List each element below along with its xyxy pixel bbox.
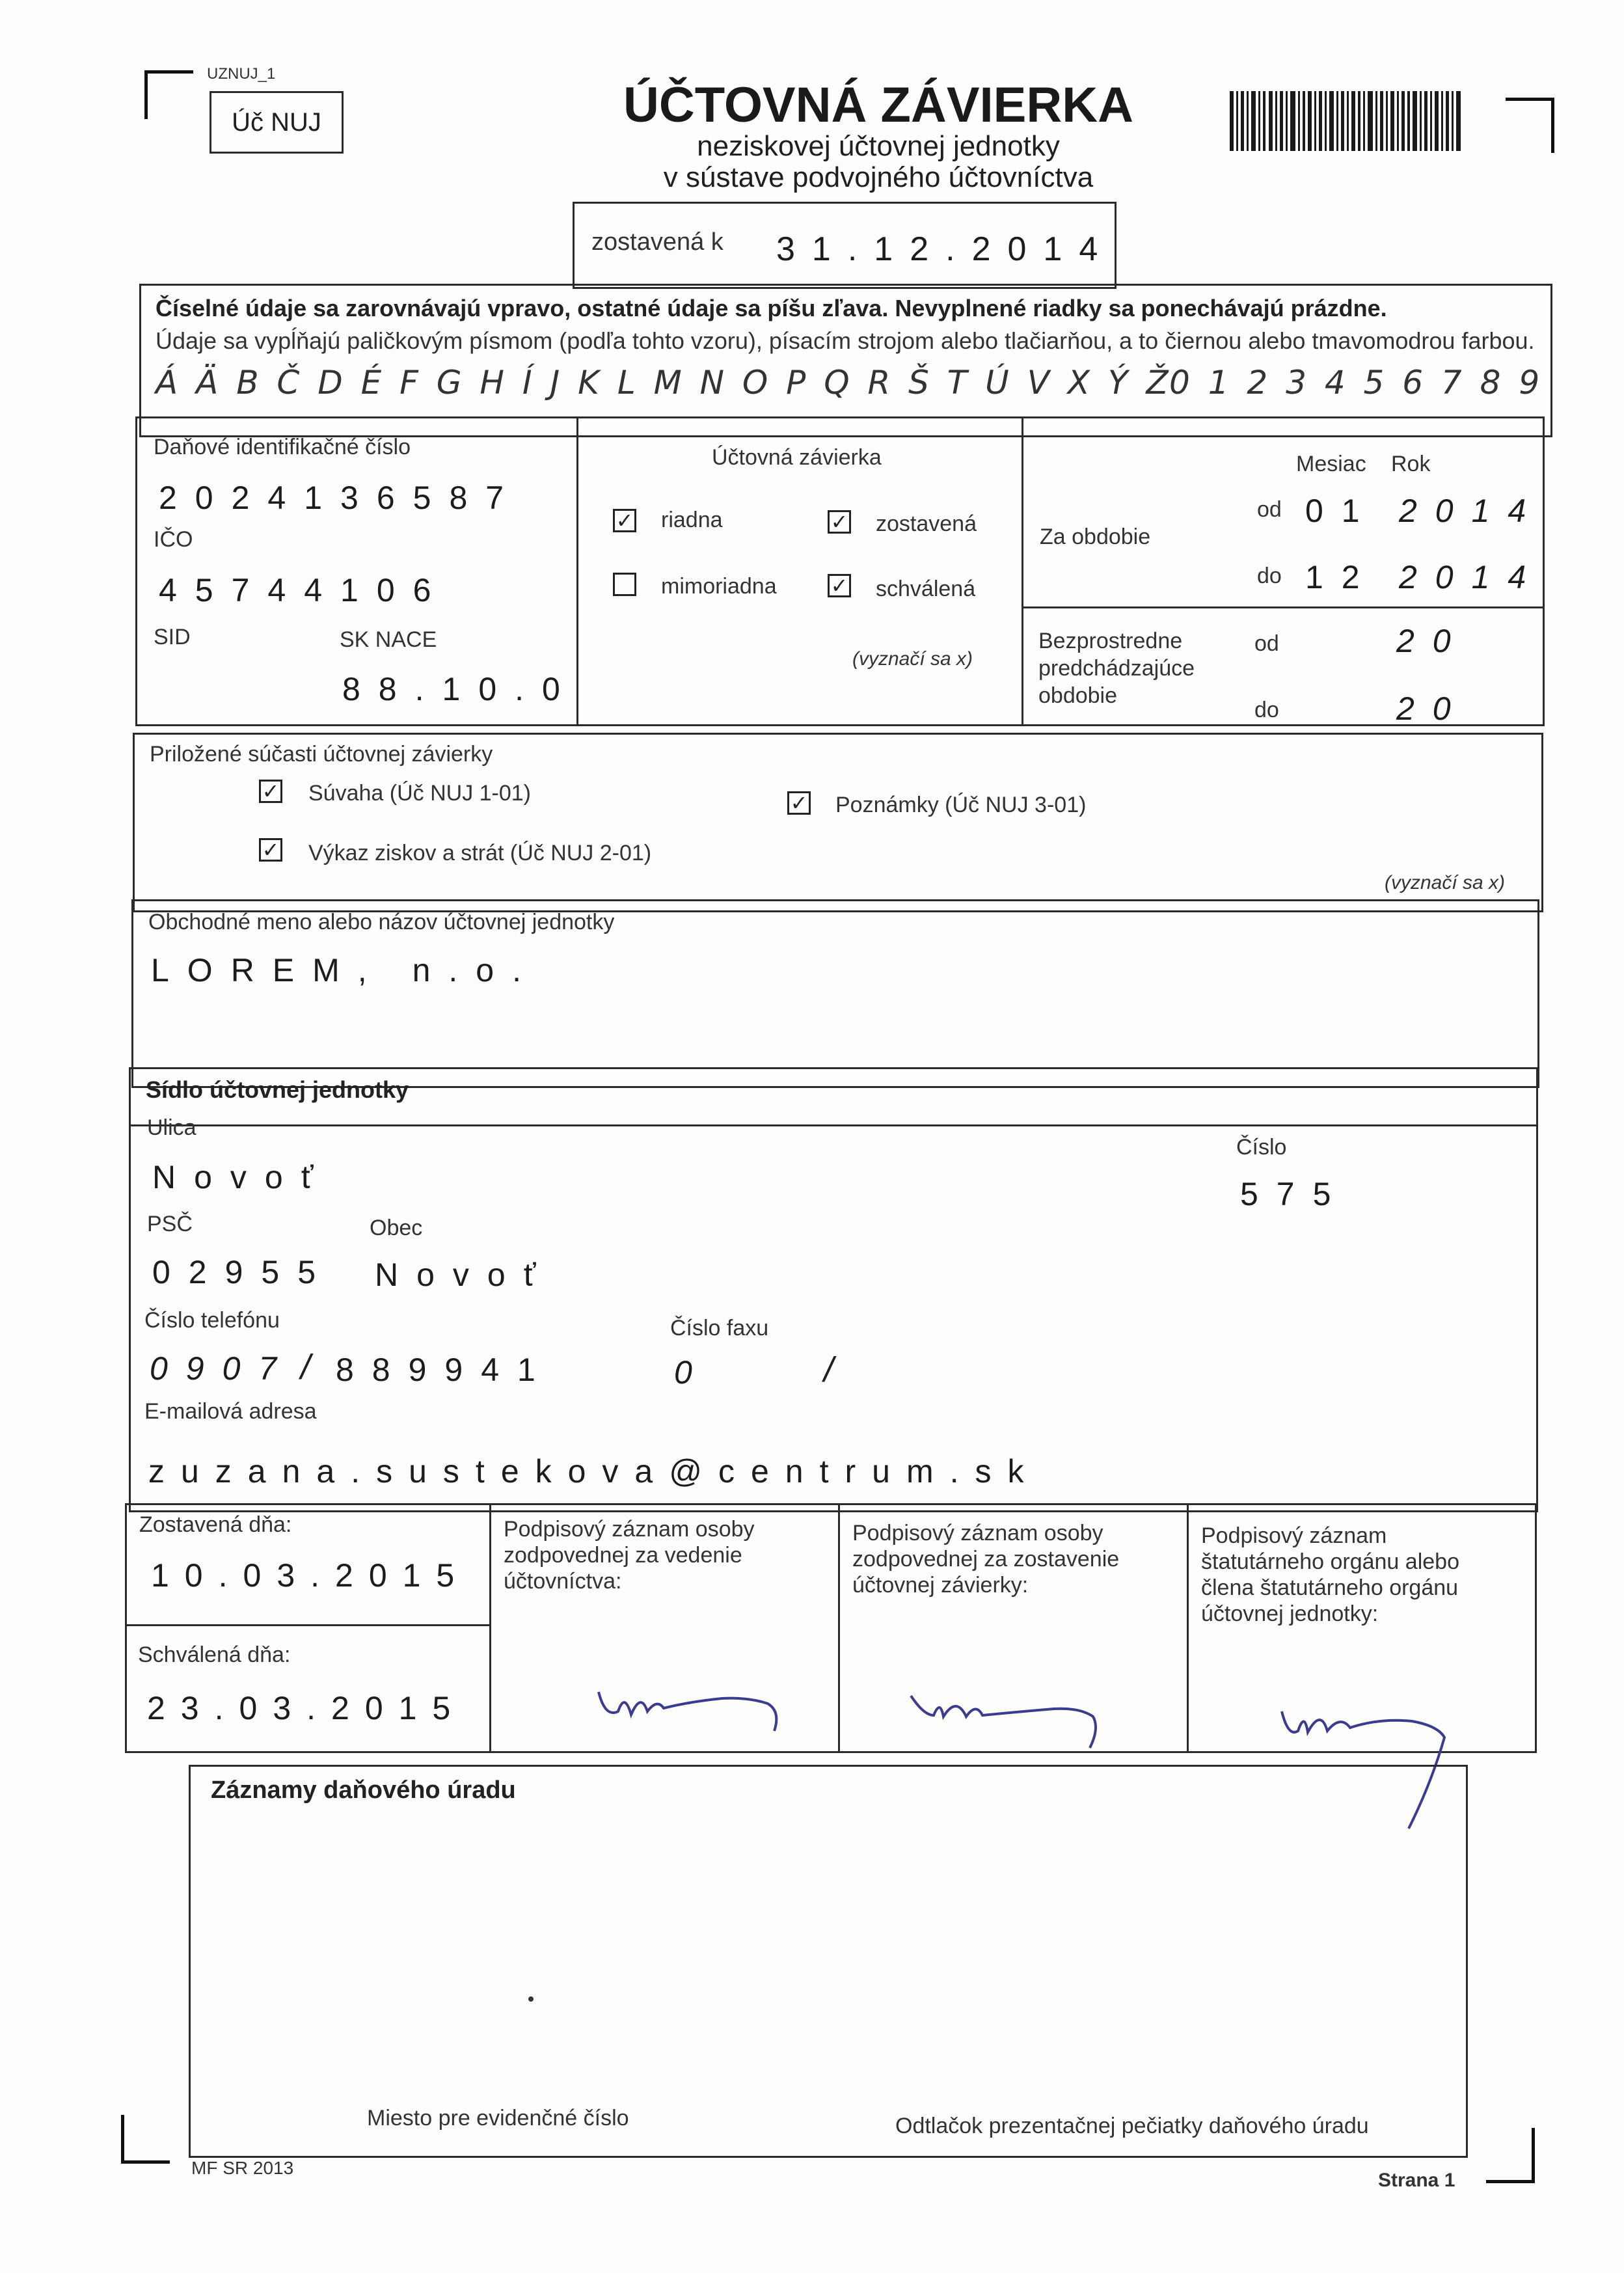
vykaz-checkbox[interactable]: ✓ (259, 838, 282, 862)
zostavena-label: zostavená (876, 511, 977, 536)
attachments-heading: Priložené súčasti účtovnej závierky (150, 742, 493, 767)
address-section (129, 1067, 1538, 1512)
sid-label: SID (154, 625, 191, 649)
approved-on-label: Schválená dňa: (138, 1642, 291, 1667)
instructions-box (139, 284, 1552, 437)
footer-page-number: Strana 1 (1378, 2170, 1455, 2191)
email-value: zuzana.sustekova@centrum.sk (148, 1453, 1040, 1490)
street-label: Ulica (147, 1115, 196, 1140)
divider (125, 1624, 489, 1626)
dic-value: 2024136587 (159, 480, 522, 516)
nace-label: SK NACE (340, 627, 437, 652)
psc-value: 02955 (152, 1254, 334, 1290)
ico-value: 45744106 (159, 572, 450, 608)
divider (1187, 1503, 1189, 1753)
signature-compiler (904, 1676, 1113, 1754)
signature-statutory-label: Podpisový záznam štatutárneho orgánu alebo člena štatutárneho orgánu účtovnej jednotky: (1201, 1523, 1459, 1626)
phone-label: Číslo telefónu (144, 1308, 280, 1333)
divider (489, 1503, 491, 1753)
corner-mark-bottom-left (121, 2115, 170, 2164)
divider (1022, 416, 1023, 726)
dic-label: Daňové identifikačné číslo (154, 435, 411, 459)
from-month: 01 (1305, 493, 1378, 529)
footer-ministry: MF SR 2013 (191, 2158, 294, 2178)
compiled-date-value: 31.12.2014 (776, 230, 1115, 268)
to-year: 2014 (1399, 559, 1545, 595)
statement-type-heading: Účtovná závierka (712, 445, 882, 470)
corner-mark-top-left (144, 70, 193, 119)
to-month: 12 (1305, 559, 1378, 595)
ico-label: IČO (154, 527, 193, 552)
schvalena-checkbox[interactable]: ✓ (828, 574, 851, 597)
corner-mark-top-right (1506, 98, 1554, 153)
suvaha-checkbox[interactable]: ✓ (259, 780, 282, 803)
tax-office-heading: Záznamy daňového úradu (211, 1776, 516, 1804)
mimoriadna-label: mimoriadna (661, 574, 777, 599)
year-label: Rok (1391, 452, 1431, 476)
email-label: E-mailová adresa (144, 1399, 317, 1424)
signature-compiler-label: Podpisový záznam osoby zodpovednej za zostavenie účtovnej závierky: (852, 1521, 1120, 1598)
statement-type-note: (vyznačí sa x) (852, 648, 973, 670)
prev-from-year: 20 (1396, 623, 1469, 659)
form-code: UZNUJ_1 (207, 65, 276, 83)
prev-period-label-1: Bezprostredne (1038, 629, 1183, 653)
nace-value: 88.10.0 (342, 671, 578, 707)
riadna-checkbox[interactable]: ✓ (613, 509, 636, 532)
prev-from-label: od (1254, 631, 1279, 656)
stamp-label: Odtlačok prezentačnej pečiatky daňového úradu (895, 2114, 1369, 2138)
street-value: Novoť (152, 1159, 332, 1195)
compiled-date-box (573, 202, 1116, 289)
attachments-note: (vyznačí sa x) (1385, 872, 1506, 893)
divider (1022, 606, 1545, 608)
prev-period-label-3: obdobie (1038, 683, 1118, 708)
compiled-date-label: zostavená k (591, 228, 724, 256)
signature-accounting-label: Podpisový záznam osoby zodpovednej za vedenie účtovníctva: (504, 1517, 755, 1594)
riadna-label: riadna (661, 508, 723, 532)
city-value: Novoť (375, 1257, 554, 1293)
to-label: do (1257, 564, 1282, 588)
number-label: Číslo (1236, 1135, 1287, 1160)
instructions-line-2: Údaje sa vypĺňajú paličkovým písmom (podľa tohto vzoru), písacím strojom alebo tlačiarňou, a to čiernou alebo tmavomodrou farbou. (156, 327, 1535, 354)
page-title: ÚČTOVNÁ ZÁVIERKA (623, 77, 1133, 133)
instructions-line-1: Číselné údaje sa zarovnávajú vpravo, ostatné údaje sa píšu zľava. Nevyplnené riadky sa ponechávajú prázdne. (156, 295, 1387, 321)
fax-prefix: 0 (674, 1354, 710, 1391)
prev-to-label: do (1254, 698, 1279, 722)
barcode (1230, 91, 1464, 151)
approved-on-value: 23.03.2015 (147, 1690, 467, 1726)
poznamky-label: Poznámky (Úč NUJ 3-01) (835, 793, 1087, 817)
current-period-label: Za obdobie (1040, 524, 1151, 549)
phone-prefix: 0907 (150, 1350, 295, 1387)
poznamky-checkbox[interactable]: ✓ (787, 791, 811, 815)
signature-accounting (586, 1666, 794, 1744)
mimoriadna-checkbox[interactable] (613, 573, 636, 596)
psc-label: PSČ (147, 1212, 193, 1236)
phone-separator: / (301, 1348, 311, 1387)
fax-label: Číslo faxu (670, 1316, 769, 1341)
corner-mark-bottom-right (1486, 2128, 1535, 2183)
tax-office-section (189, 1765, 1468, 2158)
from-label: od (1257, 497, 1282, 522)
phone-number: 889941 (336, 1352, 554, 1388)
compiled-on-label: Zostavená dňa: (139, 1512, 292, 1537)
zostavena-checkbox[interactable]: ✓ (828, 510, 851, 534)
schvalena-label: schválená (876, 577, 976, 601)
city-label: Obec (370, 1216, 423, 1240)
from-year: 2014 (1399, 493, 1545, 529)
address-heading: Sídlo účtovnej jednotky (146, 1076, 409, 1103)
dot-mark (528, 1996, 534, 2002)
divider (838, 1503, 840, 1753)
entity-name-value: LOREM, n.o. (151, 952, 539, 988)
vykaz-label: Výkaz ziskov a strát (Úč NUJ 2-01) (308, 841, 652, 865)
month-label: Mesiac (1296, 452, 1366, 476)
fax-separator: / (824, 1350, 834, 1389)
form-code-box (210, 91, 344, 154)
prev-to-year: 20 (1396, 690, 1469, 727)
sample-letters: Á Ä B Č D É F G H Í J K L M N O P Q R Š T Ú V X Ý Ž (156, 364, 1172, 402)
form-code-box-text: Úč NUJ (232, 107, 321, 137)
evidence-number-label: Miesto pre evidenčné číslo (367, 2106, 629, 2130)
compiled-on-value: 10.03.2015 (151, 1557, 470, 1594)
prev-period-label-2: predchádzajúce (1038, 656, 1195, 681)
sample-digits: 0 1 2 3 4 5 6 7 8 9 (1169, 364, 1544, 402)
suvaha-label: Súvaha (Úč NUJ 1-01) (308, 781, 532, 806)
divider (129, 1124, 1538, 1126)
number-value: 575 (1240, 1176, 1349, 1212)
entity-name-label: Obchodné meno alebo názov účtovnej jednotky (148, 910, 615, 934)
page-subtitle-2: v sústave podvojného účtovníctva (663, 161, 1094, 193)
page-subtitle-1: neziskovej účtovnej jednotky (697, 130, 1060, 162)
